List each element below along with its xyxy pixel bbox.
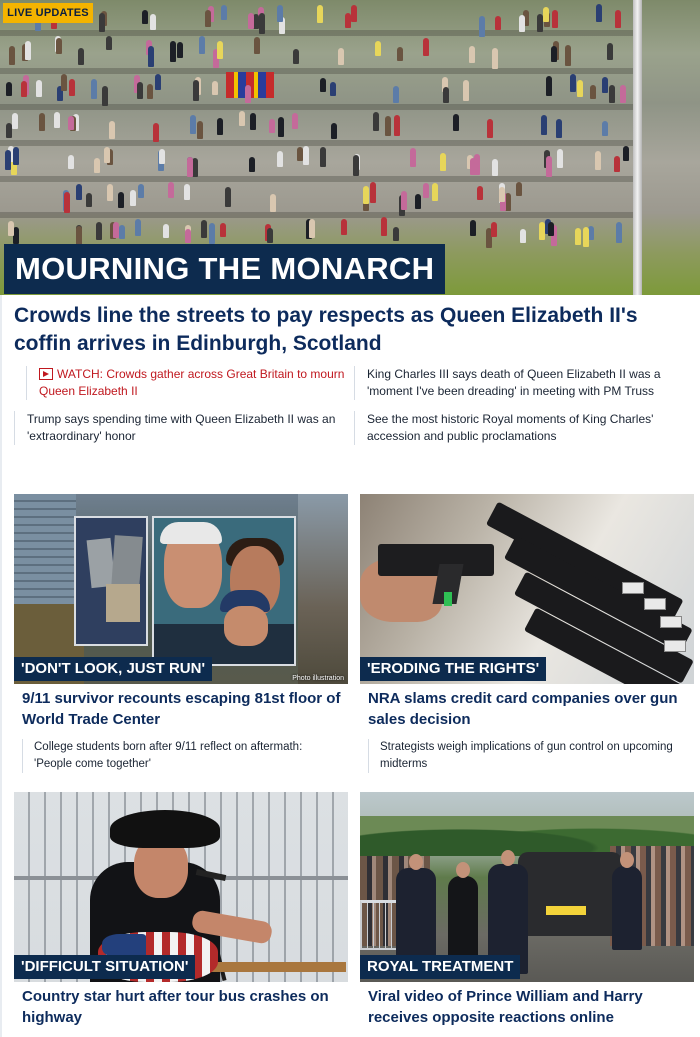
spectator: [492, 159, 498, 176]
spectator: [138, 184, 144, 198]
spectator: [36, 80, 42, 97]
cap: [160, 522, 222, 544]
spectator: [78, 48, 84, 65]
spectator: [170, 41, 176, 62]
spectator: [317, 5, 323, 23]
spectator: [519, 15, 525, 32]
story-title[interactable]: Country star hurt after tour bus crashes on highway: [22, 988, 329, 1026]
spectator: [401, 191, 407, 210]
head: [409, 854, 423, 870]
spectator: [546, 76, 552, 96]
spectator: [13, 147, 19, 165]
spectator: [201, 220, 207, 238]
spectator: [254, 37, 260, 54]
spectator: [469, 46, 475, 63]
spectator: [104, 147, 110, 163]
spectator: [68, 155, 74, 169]
spectator: [148, 46, 154, 67]
spectator: [187, 157, 193, 177]
spectator: [277, 5, 283, 22]
story-image-country-star[interactable]: [14, 792, 348, 982]
steel-piece: [111, 535, 143, 589]
spectator: [220, 223, 226, 237]
spectator: [595, 151, 601, 170]
price-tag: [644, 598, 666, 610]
story-card-royal[interactable]: [360, 792, 694, 1028]
page-edge-divider: [0, 295, 2, 1037]
spectator: [278, 117, 284, 137]
spectator: [135, 219, 141, 236]
spectator: [221, 5, 227, 20]
related-link-royal-moments[interactable]: See the most historic Royal moments of King Charles' accession and public proclamations: [354, 411, 684, 445]
spectator: [394, 115, 400, 136]
spectator: [565, 45, 571, 66]
spectator: [570, 74, 576, 92]
spectator: [557, 149, 563, 168]
spectator: [303, 146, 309, 165]
spectator: [393, 86, 399, 103]
spectator: [623, 146, 629, 161]
spectator: [205, 10, 211, 27]
head: [456, 862, 470, 878]
spectator: [320, 78, 326, 92]
spectator: [99, 13, 105, 32]
spectator: [86, 193, 92, 207]
photo-credit: Photo illustration: [292, 675, 344, 682]
spectator: [423, 38, 429, 56]
spectator: [197, 121, 203, 139]
spectator: [225, 187, 231, 207]
main-headline-link[interactable]: Crowds line the streets to pay respects as Queen Elizabeth II's coffin arrives in Edinburgh, Scotland: [14, 304, 638, 355]
spectator: [12, 113, 18, 129]
spectator: [245, 85, 251, 103]
related-story-link[interactable]: College students born after 9/11 reflect on aftermath: 'People come together': [22, 739, 342, 773]
spectator: [443, 87, 449, 103]
spectator: [150, 14, 156, 30]
spectator: [212, 81, 218, 95]
spectator: [309, 219, 315, 238]
spectator: [590, 85, 596, 99]
spectator: [193, 80, 199, 101]
spectator: [68, 116, 74, 130]
story-title[interactable]: 9/11 survivor recounts escaping 81st floor of World Trade Center: [22, 690, 341, 728]
spectator: [94, 158, 100, 173]
spectator: [373, 112, 379, 131]
spectator: [119, 225, 125, 239]
spectator: [546, 156, 552, 177]
spectator: [381, 217, 387, 236]
story-title[interactable]: Viral video of Prince William and Harry receives opposite reactions online: [368, 988, 643, 1026]
spectator: [615, 10, 621, 28]
spectator: [556, 119, 562, 138]
spectator: [217, 41, 223, 59]
face: [224, 606, 268, 646]
spectator: [153, 123, 159, 142]
head: [501, 850, 515, 866]
spectator: [147, 84, 153, 99]
zip-tie: [444, 592, 452, 606]
terrace-step: [0, 212, 640, 218]
terrace-step: [0, 104, 640, 110]
spectator: [602, 77, 608, 93]
story-kicker[interactable]: 'DON'T LOOK, JUST RUN': [14, 657, 212, 681]
spectator: [184, 184, 190, 200]
spectator: [106, 36, 112, 50]
spectator: [415, 194, 421, 209]
spectator: [423, 183, 429, 198]
spectator: [607, 43, 613, 60]
spectator: [363, 186, 369, 204]
spectator: [616, 222, 622, 243]
spectator: [320, 147, 326, 167]
spectator: [163, 224, 169, 238]
spectator: [91, 79, 97, 99]
spectator: [477, 186, 483, 200]
video-play-icon: [39, 368, 53, 380]
story-card-country-star[interactable]: [14, 792, 348, 1028]
spectator: [583, 227, 589, 247]
related-link-king-charles[interactable]: King Charles III says death of Queen Elizabeth II was a 'moment I've been dreading' in meeting with PM Truss: [354, 366, 684, 400]
spectator: [217, 118, 223, 135]
person: [448, 876, 478, 962]
story-image-royal[interactable]: [360, 792, 694, 982]
story-card-911[interactable]: [14, 494, 348, 773]
spectator: [64, 192, 70, 213]
spectator: [432, 183, 438, 201]
spectator: [575, 228, 581, 245]
story-kicker[interactable]: 'ERODING THE RIGHTS': [360, 657, 546, 681]
spectator: [470, 220, 476, 236]
spectator: [209, 223, 215, 244]
spectator: [548, 222, 554, 236]
spectator: [177, 42, 183, 58]
spectator: [293, 49, 299, 64]
barrier: [360, 900, 400, 950]
spectator: [453, 114, 459, 131]
story-title[interactable]: NRA slams credit card companies over gun sales decision: [368, 690, 678, 728]
spectator: [470, 158, 476, 175]
spectator: [341, 219, 347, 235]
spectator: [440, 153, 446, 171]
spectator: [102, 86, 108, 106]
spectator: [614, 156, 620, 172]
cowboy-hat: [110, 810, 220, 848]
spectator: [385, 116, 391, 136]
spectator: [516, 182, 522, 196]
spectator: [267, 228, 273, 243]
spectator: [25, 41, 31, 60]
terrace-step: [0, 176, 640, 182]
spectator: [596, 4, 602, 22]
story-kicker[interactable]: ROYAL TREATMENT: [360, 955, 520, 979]
spectator: [96, 222, 102, 240]
story-image-911[interactable]: [14, 494, 348, 684]
spectator: [487, 119, 493, 138]
spectator: [541, 115, 547, 135]
spectator: [539, 222, 545, 240]
spectator: [159, 149, 165, 164]
spectator: [109, 121, 115, 139]
spectator: [137, 82, 143, 99]
terrace-step: [0, 140, 640, 146]
story-card-nra[interactable]: [360, 494, 694, 773]
spectator: [259, 13, 265, 34]
spectator: [370, 182, 376, 203]
price-tag: [664, 640, 686, 652]
spectator: [54, 112, 60, 128]
spectator: [330, 82, 336, 96]
related-link-trump[interactable]: Trump says spending time with Queen Elizabeth II was an 'extraordinary' honor: [14, 411, 344, 445]
spectator: [602, 121, 608, 136]
spectator: [130, 190, 136, 206]
spectator: [270, 194, 276, 212]
spectator: [76, 184, 82, 200]
spectator: [375, 41, 381, 56]
spectator: [249, 157, 255, 172]
head: [620, 852, 634, 868]
spectator: [9, 46, 15, 65]
hero-image[interactable]: [0, 0, 700, 295]
live-updates-badge[interactable]: LIVE UPDATES: [3, 3, 93, 23]
hero-kicker[interactable]: MOURNING THE MONARCH: [4, 244, 445, 294]
spectator: [495, 16, 501, 30]
guitar-neck: [210, 962, 346, 972]
spectator: [292, 113, 298, 129]
spectator: [5, 150, 11, 170]
related-story-link[interactable]: Strategists weigh implications of gun control on upcoming midterms: [368, 739, 688, 773]
spectator: [199, 36, 205, 54]
license-plate: [546, 906, 586, 915]
spectator: [479, 16, 485, 37]
spectator: [239, 111, 245, 126]
spectator: [61, 74, 67, 91]
spectator: [463, 80, 469, 101]
spectator: [552, 10, 558, 28]
spectator: [107, 184, 113, 201]
spectator: [520, 229, 526, 243]
spectator: [338, 48, 344, 65]
person: [612, 866, 642, 950]
spectator: [155, 74, 161, 90]
spectator: [39, 113, 45, 131]
spectator: [21, 81, 27, 97]
spectator: [6, 82, 12, 96]
spectator: [185, 229, 191, 243]
spectator: [69, 79, 75, 96]
spectator: [543, 7, 549, 22]
spectator: [551, 46, 557, 62]
pistol: [378, 544, 494, 576]
terrace-step: [0, 30, 640, 36]
spectator: [499, 187, 505, 202]
story-image-nra[interactable]: [360, 494, 694, 684]
spectator: [118, 192, 124, 208]
spectator: [269, 119, 275, 133]
spectator: [277, 151, 283, 167]
spectator: [8, 221, 14, 236]
spectator: [250, 113, 256, 130]
car: [518, 852, 622, 936]
spectator: [491, 222, 497, 237]
spectator: [6, 123, 12, 138]
price-tag: [660, 616, 682, 628]
price-tag: [622, 582, 644, 594]
spectator: [56, 38, 62, 54]
spectator: [351, 5, 357, 22]
story-kicker[interactable]: 'DIFFICULT SITUATION': [14, 955, 195, 979]
spectator: [353, 155, 359, 176]
spectator: [345, 13, 351, 28]
terrace-step: [0, 68, 640, 74]
spectator: [393, 227, 399, 241]
related-link-watch[interactable]: [26, 366, 356, 400]
spectator: [397, 47, 403, 61]
spectator: [410, 148, 416, 167]
steel-piece: [106, 584, 140, 622]
spectator: [168, 182, 174, 198]
spectator: [190, 115, 196, 134]
related-link-text: WATCH: Crowds gather across Great Britain to mourn Queen Elizabeth II: [39, 367, 345, 398]
lamp-pole: [633, 0, 642, 295]
spectator: [248, 13, 254, 29]
wreckage: [298, 494, 348, 684]
spectator: [492, 48, 498, 69]
spectator: [577, 80, 583, 97]
spectator: [331, 123, 337, 139]
spectator: [609, 85, 615, 103]
spectator: [142, 10, 148, 24]
spectator: [620, 85, 626, 103]
